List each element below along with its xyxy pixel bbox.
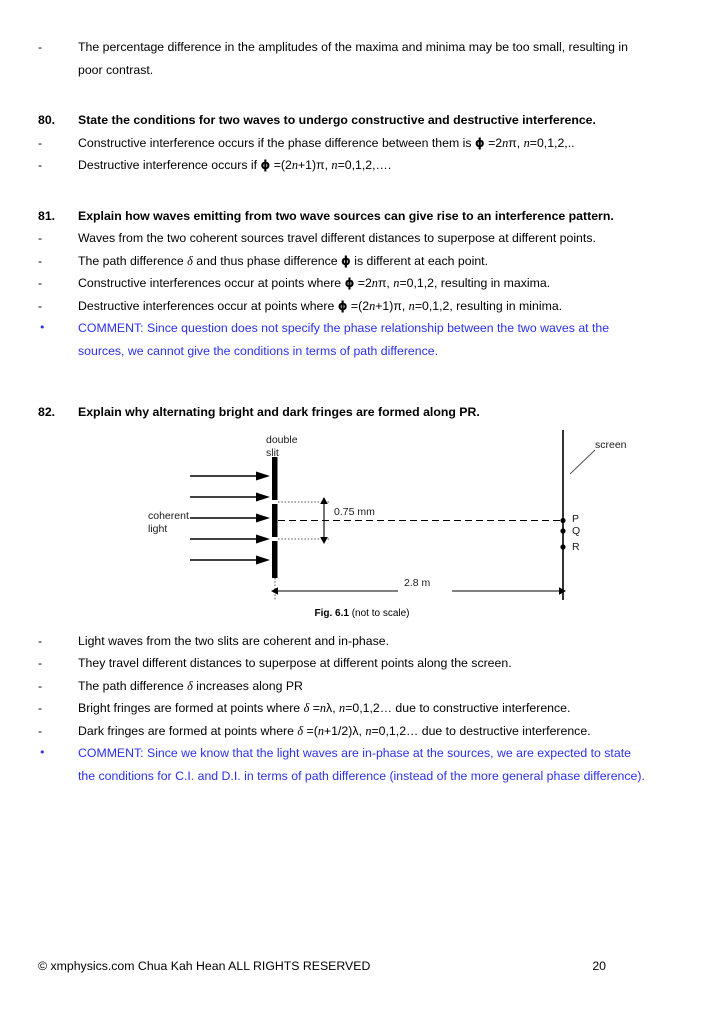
list-marker: - [38,135,43,150]
list-text [78,272,686,295]
list-item [38,630,686,653]
list-text [78,36,686,81]
phi-symbol: ϕ [474,135,485,150]
comment-text [78,742,686,787]
list-text-line2: poor contrast. [78,62,154,77]
list-text [78,132,686,155]
var-n: n [408,298,415,313]
list-item [38,132,686,155]
page-number: 20 [592,959,606,973]
spacer [38,362,686,390]
figure-caption-note: (not to scale) [348,607,410,619]
coherent-light-label-line1: coherent [148,509,189,522]
list-item [38,154,686,177]
list-marker: - [38,231,43,245]
var-n: n [291,158,298,172]
answer-mid2: λ, [326,701,340,715]
question-number: 80. [38,113,56,127]
copyright-notice: © xmphysics.com Chua Kah Hean ALL RIGHTS RESERVED [38,959,371,973]
screen-leader-line [570,450,595,474]
answer-mid2: +1/2)λ, [323,723,366,738]
comment-line2: the conditions for C.I. and D.I. in terms of path difference (instead of the more general phase difference). [78,768,645,783]
spacer [38,177,686,205]
answer-post: increases along PR [192,678,303,693]
question-title: Explain why alternating bright and dark fringes are formed along PR. [78,405,480,419]
list-item [38,675,686,698]
var-n: n [331,158,338,172]
coherent-light-label-line2: light [148,522,168,535]
list-text [78,720,686,743]
answer-post: =0,1,2,.. [529,135,575,150]
list-item [38,272,686,295]
answer-post: =0,1,2… due to constructive interference. [345,701,571,715]
answer-pre: Constructive interference occurs if the phase difference between them is [78,135,475,150]
var-n: n [371,276,378,290]
list-marker: - [38,723,43,738]
answer-post: =0,1,2… due to destructive interference. [371,723,591,738]
answer-mid2: π, [508,135,524,150]
answer-pre: Destructive interferences occur at points where [78,298,338,313]
phi-symbol: ϕ [260,158,271,172]
figure-caption [38,608,686,619]
var-n: n [369,298,376,313]
comment-line1: COMMENT: Since we know that the light waves are in-phase at the sources, we are expected to state [78,746,631,760]
var-n: n [319,701,327,715]
question-81-heading [38,205,686,228]
answer-mid: =( [303,723,318,738]
answer-mid: = [309,701,320,715]
var-n: n [393,276,400,290]
answer-pre: The path difference [78,253,188,268]
delta-symbol: δ [187,678,193,693]
question-82-heading [38,401,686,424]
screen-distance-label: 2.8 m [404,576,431,589]
list-text: Light waves from the two slits are coherent and in-phase. [78,633,390,648]
phi-symbol: ϕ [337,298,348,313]
bullet-icon: • [39,321,46,334]
comment-block-81 [38,317,686,362]
var-n: n [317,723,324,738]
var-n: n [365,723,372,738]
delta-symbol: δ [187,253,193,268]
answer-post: is different at each point. [350,253,488,268]
answer-mid2: +1)π, [297,158,332,172]
list-item [38,36,686,81]
answer-mid: and thus phase difference [192,253,342,268]
bullet-icon: • [39,746,46,759]
answer-mid2: +1)π, [375,298,409,313]
arrow-heads [256,471,270,564]
answer-mid: =2 [354,276,372,290]
comment-line2: sources, we cannot give the conditions in terms of path difference. [78,343,439,358]
list-text: They travel different distances to superpose at different points along the screen. [78,656,512,670]
answer-mid: =2 [484,135,503,150]
list-marker: - [38,276,43,290]
answer-pre: The path difference [78,678,188,693]
list-marker: - [38,40,43,54]
list-marker: - [38,701,43,715]
answer-mid2: π, [377,276,394,290]
list-marker: - [38,298,43,313]
coherent-light-arrows [190,476,256,560]
list-text [78,675,686,698]
answer-pre: Constructive interferences occur at points where [78,276,345,290]
answer-post: =0,1,2,…. [337,158,392,172]
delta-symbol: δ [303,701,310,715]
spacer [38,81,686,109]
list-item [38,720,686,743]
list-text [78,250,686,273]
answer-pre: Dark fringes are formed at points where [78,723,298,738]
question-title: Explain how waves emitting from two wave sources can give rise to an interference pattern. [78,208,614,223]
list-item [38,652,686,675]
double-slit-barrier [272,457,278,578]
page-content [38,36,686,787]
comment-line1: COMMENT: Since question does not specify the phase relationship between the two waves at the [78,321,610,335]
spacer [38,390,686,401]
answer-post: =0,1,2, resulting in minima. [414,298,563,313]
list-item [38,697,686,720]
page-footer [38,959,686,973]
answer-mid: =(2 [347,298,370,313]
delta-symbol: δ [297,723,304,738]
comment-block-82 [38,742,686,787]
double-slit-label-line2: slit [266,446,279,459]
question-number: 81. [38,208,56,223]
list-marker: - [38,158,43,172]
point-q-label: Q [572,524,581,537]
list-item [38,250,686,273]
double-slit-label-line1: double [266,433,298,446]
phi-symbol: ϕ [344,276,355,290]
var-n: n [523,135,530,150]
double-slit-diagram [38,430,686,610]
question-80-heading [38,109,686,132]
list-item [38,227,686,250]
list-text [78,295,686,318]
list-item [38,295,686,318]
list-marker: - [38,656,43,670]
answer-post: =0,1,2, resulting in maxima. [399,276,551,290]
answer-pre: Bright fringes are formed at points where [78,701,304,715]
answer-mid: =(2 [270,158,292,172]
point-p-label: P [572,512,580,525]
answer-pre: Destructive interference occurs if [78,158,261,172]
list-marker: - [38,253,43,268]
list-marker: - [38,633,43,648]
comment-text [78,317,686,362]
list-text [78,154,686,177]
figure-6-1 [38,430,686,630]
list-text [78,697,686,720]
var-n: n [339,701,346,715]
var-n: n [502,135,509,150]
question-number: 82. [38,405,56,419]
list-marker: - [38,678,43,693]
point-r-label: R [572,540,580,553]
list-text: Waves from the two coherent sources travel different distances to superpose at different points. [78,231,596,245]
figure-caption-number: Fig. 6.1 [314,607,349,619]
list-text-line1: The percentage difference in the amplitudes of the maxima and minima may be too small, resulting in [78,40,629,54]
phi-symbol: ϕ [341,253,351,268]
screen-label: screen [595,438,627,451]
question-title: State the conditions for two waves to undergo constructive and destructive interference. [78,113,596,127]
slit-separation-label: 0.75 mm [334,505,375,518]
